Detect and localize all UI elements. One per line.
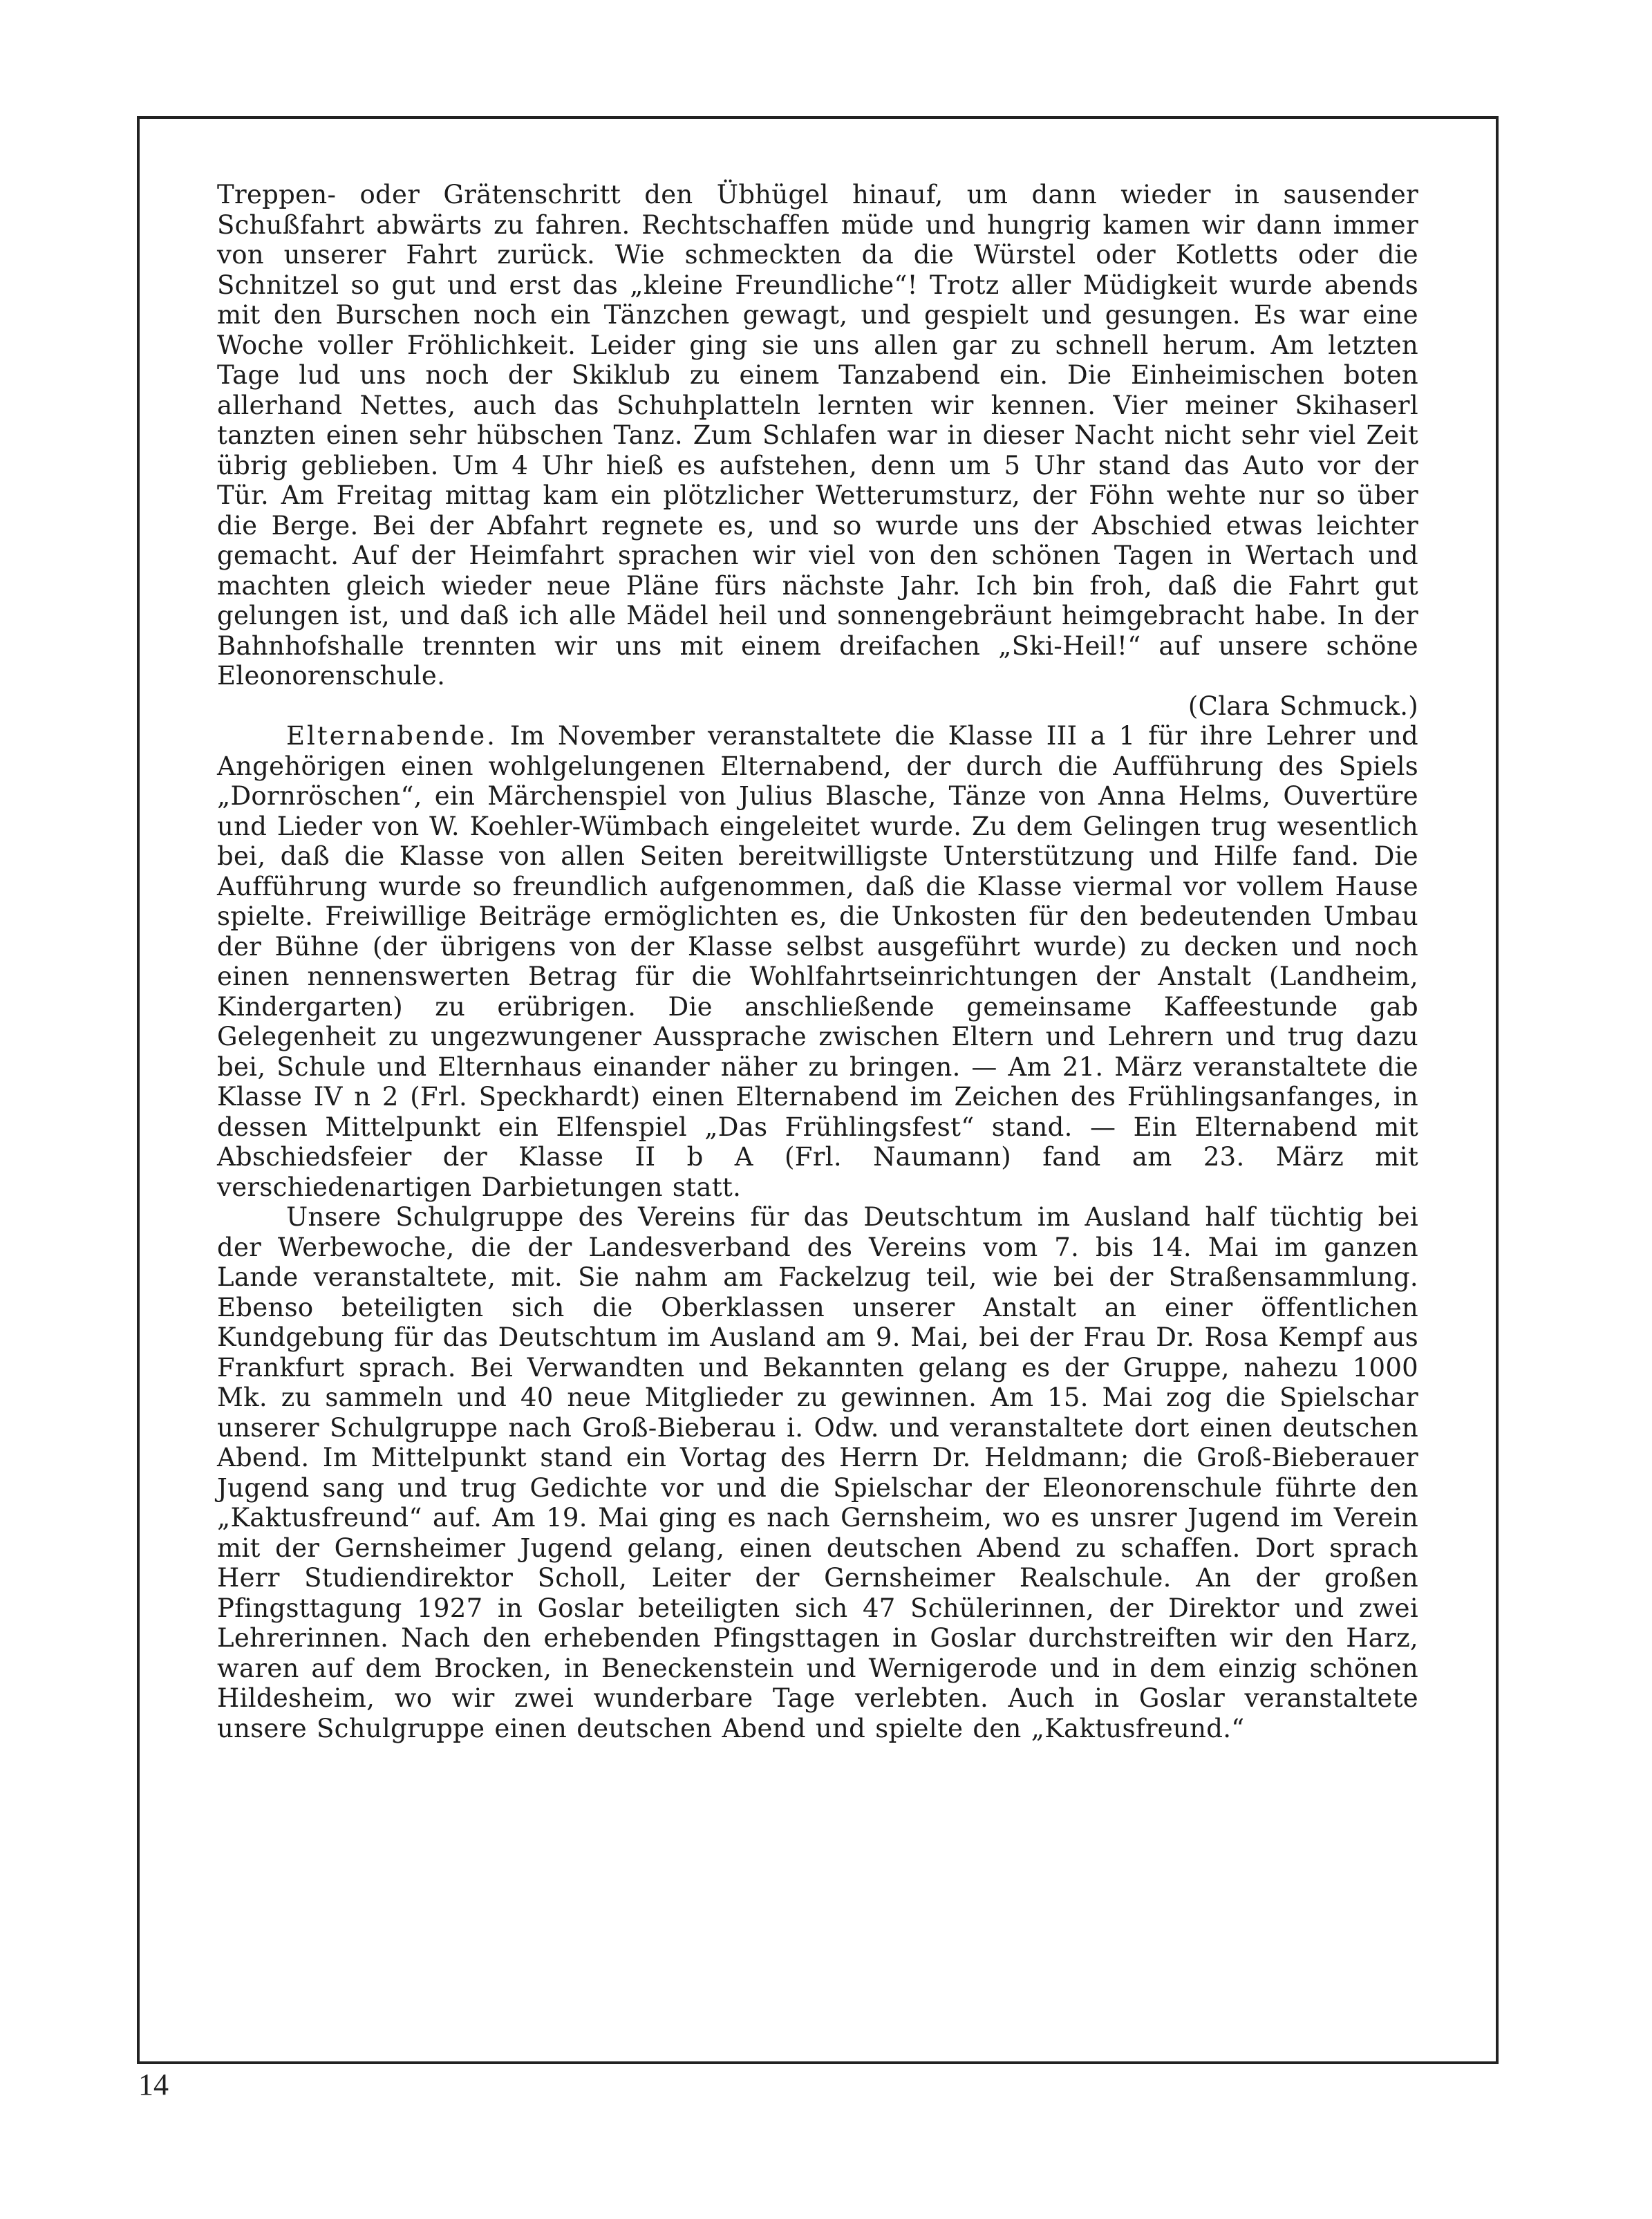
paragraph-elternabende (217, 721, 1418, 1202)
paragraph-text: Treppen- oder Grätenschritt den Übhügel hinauf, um dann wieder in sausender Schußfahrt abwärts zu fahren. Rechtschaffen müde und hungrig kamen wir dann immer von unserer Fahrt zurück. Wie schmeckten da die Würstel oder Kotletts oder die Schnitzel so gut und erst das „kleine Freundliche“! Trotz aller Müdigkeit wurde abends mit den Burschen noch ein Tänzchen gewagt, und gespielt und gesungen. Es war eine Woche voller Fröhlichkeit. Leider ging sie uns allen gar zu schnell herum. Am letzten Tage lud uns noch der Skiklub zu einem Tanzabend ein. Die Einheimischen boten allerhand Nettes, auch das Schuhplatteln lernten wir kennen. Vier meiner Skihaserl tanzten einen sehr hübschen Tanz. Zum Schlafen war in dieser Nacht nicht sehr viel Zeit übrig geblieben. Um 4 Uhr hieß es aufstehen, denn um 5 Uhr stand das Auto vor der Tür. Am Freitag mittag kam ein plötzlicher Wetterumsturz, der Föhn wehte nur so über die Berge. Bei der Abfahrt regnete es, und so wurde uns der Abschied etwas leichter gemacht. Auf der Heimfahrt sprachen wir viel von den schönen Tagen in Wertach und machten gleich wieder neue Pläne fürs nächste Jahr. Ich bin froh, daß die Fahrt gut gelungen ist, und daß ich alle Mädel heil und sonnengebräunt heimgebracht habe. In der Bahnhofshalle trennten wir uns mit einem dreifachen „Ski-Heil!“ auf unsere schöne Eleonorenschule. (217, 180, 1418, 691)
page-frame (137, 116, 1499, 2064)
paragraph-text: Unsere Schulgruppe des Vereins für das Deutschtum im Ausland half tüchtig bei der Werbewoche, die der Landesverband des Vereins vom 7. bis 14. Mai im ganzen Lande veranstaltete, mit. Sie nahm am Fackelzug teil, wie bei der Straßensammlung. Ebenso beteiligten sich die Oberklassen unserer Anstalt an einer öffentlichen Kundgebung für das Deutschtum im Ausland am 9. Mai, bei der Frau Dr. Rosa Kempf aus Frankfurt sprach. Bei Verwandten und Bekannten gelang es der Gruppe, nahezu 1000 Mk. zu sammeln und 40 neue Mitglieder zu gewinnen. Am 15. Mai zog die Spielschar unserer Schulgruppe nach Groß-Bieberau i. Odw. und veranstaltete dort einen deutschen Abend. Im Mittelpunkt stand ein Vortag des Herrn Dr. Heldmann; die Groß-Bieberauer Jugend sang und trug Gedichte vor und die Spielschar der Eleonorenschule führte den „Kaktusfreund“ auf. Am 19. Mai ging es nach Gernsheim, wo es unsrer Jugend im Verein mit der Gernsheimer Jugend gelang, einen deutschen Abend zu schaffen. Dort sprach Herr Studiendirektor Scholl, Leiter der Gernsheimer Realschule. An der großen Pfingsttagung 1927 in Goslar beteiligten sich 47 Schülerinnen, der Direktor und zwei Lehrerinnen. Nach den erhebenden Pfingsttagen in Goslar durchstreiften wir den Harz, waren auf dem Brocken, in Beneckenstein und Wernigerode und in dem einzig schönen Hildesheim, wo wir zwei wunderbare Tage verlebten. Auch in Goslar veranstaltete unsere Schulgruppe einen deutschen Abend und spielte den „Kaktusfreund.“ (217, 1202, 1418, 1743)
paragraph-text: Im November veranstaltete die Klasse III a 1 für ihre Lehrer und Angehörigen einen wohlgelungenen Elternabend, der durch die Aufführung des Spiels „Dornröschen“, ein Märchenspiel von Julius Blasche, Tänze von Anna Helms, Ouvertüre und Lieder von W. Koehler-Wümbach eingeleitet wurde. Zu dem Gelingen trug wesentlich bei, daß die Klasse von allen Seiten bereitwilligste Unterstützung und Hilfe fand. Die Aufführung wurde so freundlich aufgenommen, daß die Klasse viermal vor vollem Hause spielte. Freiwillige Beiträge ermöglichten es, die Unkosten für den bedeutenden Umbau der Bühne (der übrigens von der Klasse selbst ausgeführt wurde) zu decken und noch einen nennenswerten Betrag für die Wohlfahrtseinrichtungen der Anstalt (Landheim, Kindergarten) zu erübrigen. Die anschließende gemeinsame Kaffeestunde gab Gelegenheit zu ungezwungener Aussprache zwischen Eltern und Lehrern und trug dazu bei, Schule und Elternhaus einander näher zu bringen. — Am 21. März veranstaltete die Klasse IV n 2 (Frl. Speckhardt) einen Elternabend im Zeichen des Frühlingsanfanges, in dessen Mittelpunkt ein Elfenspiel „Das Frühlingsfest“ stand. — Ein Elternabend mit Abschiedsfeier der Klasse II b A (Frl. Naumann) fand am 23. März mit verschiedenartigen Darbietungen statt. (217, 721, 1419, 1202)
paragraph-ski-trip (217, 180, 1418, 721)
paragraph-schulgruppe (217, 1202, 1418, 1743)
author-signature: (Clara Schmuck.) (1188, 691, 1418, 721)
section-heading: Elternabende. (286, 721, 497, 751)
page-number: 14 (138, 2068, 169, 2101)
body-text (217, 180, 1418, 1743)
